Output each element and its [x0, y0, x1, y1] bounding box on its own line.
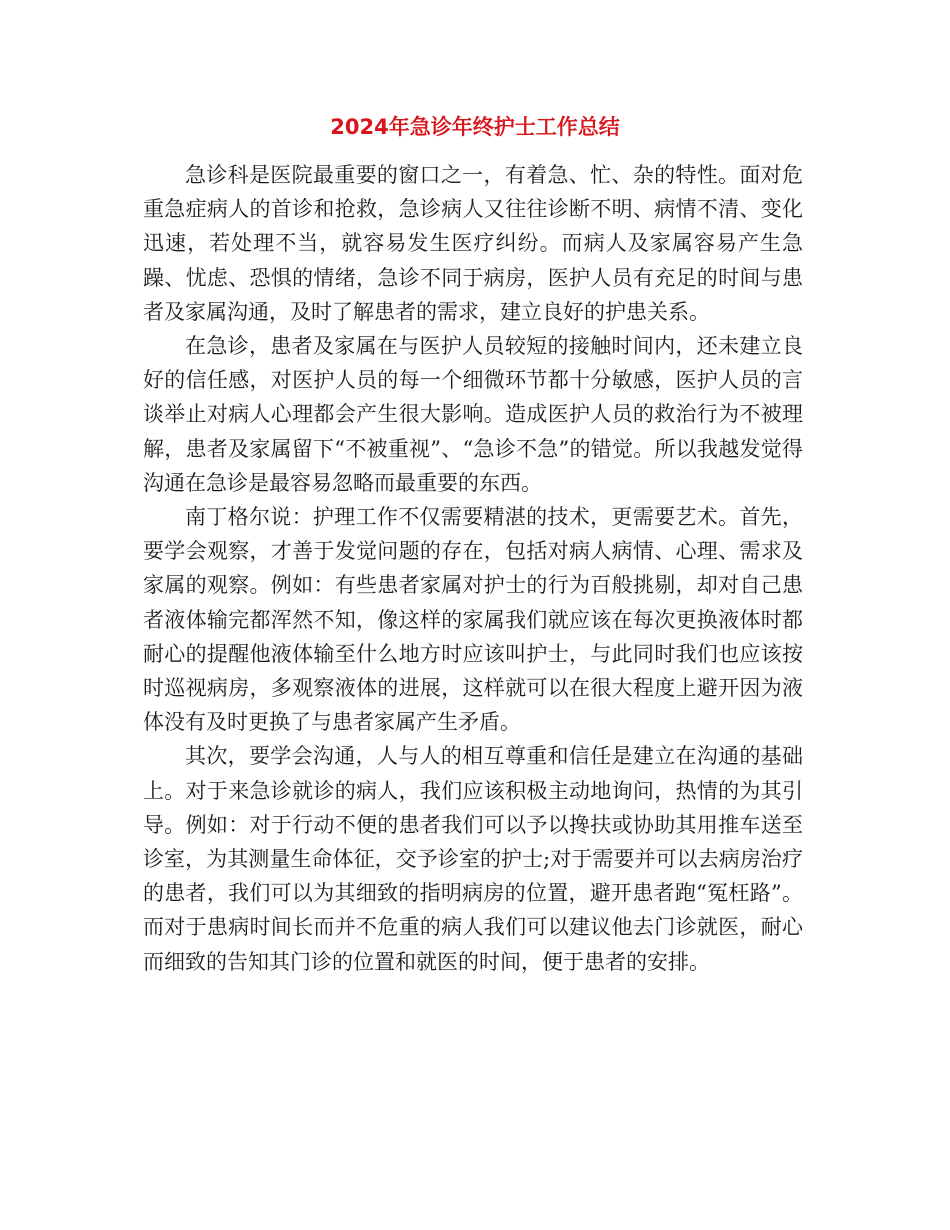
paragraph-4: 其次，要学会沟通，人与人的相互尊重和信任是建立在沟通的基础上。对于来急诊就诊的病人，我们应该积极主动地询问，热情的为其引导。例如：对于行动不便的患者我们可以予以搀扶或协助其用推车送至诊室，为其测量生命体征，交予诊室的护士;对于需要并可以去病房治疗的患者，我们可以为其细致的指明病房的位置，避开患者跑“冤枉路”。而对于患病时间长而并不危重的病人我们可以建议他去门诊就医，耐心而细致的告知其门诊的位置和就医的时间，便于患者的安排。: [143, 744, 803, 974]
paragraph-3: 南丁格尔说：护理工作不仅需要精湛的技术，更需要艺术。首先，要学会观察，才善于发觉问题的存在，包括对病人病情、心理、需求及家属的观察。例如：有些患者家属对护士的行为百般挑剔，却对自己患者液体输完都浑然不知，像这样的家属我们就应该在每次更换液体时都耐心的提醒他液体输至什么地方时应该叫护士，与此同时我们也应该按时巡视病房，多观察液体的进展，这样就可以在很大程度上避开因为液体没有及时更换了与患者家属产生矛盾。: [143, 505, 803, 735]
paragraph-1: 急诊科是医院最重要的窗口之一，有着急、忙、杂的特性。面对危重急症病人的首诊和抢救，急诊病人又往往诊断不明、病情不清、变化迅速，若处理不当，就容易发生医疗纠纷。而病人及家属容易产生急躁、忧虑、恐惧的情绪，急诊不同于病房，医护人员有充足的时间与患者及家属沟通，及时了解患者的需求，建立良好的护患关系。: [143, 163, 803, 324]
document-title: 2024年急诊年终护士工作总结: [330, 115, 620, 139]
document-body: [143, 158, 803, 979]
paragraph-2: 在急诊，患者及家属在与医护人员较短的接触时间内，还未建立良好的信任感，对医护人员的每一个细微环节都十分敏感，医护人员的言谈举止对病人心理都会产生很大影响。造成医护人员的救治行为不被理解，患者及家属留下“不被重视”、“急诊不急”的错觉。所以我越发觉得沟通在急诊是最容易忽略而最重要的东西。: [143, 334, 803, 495]
